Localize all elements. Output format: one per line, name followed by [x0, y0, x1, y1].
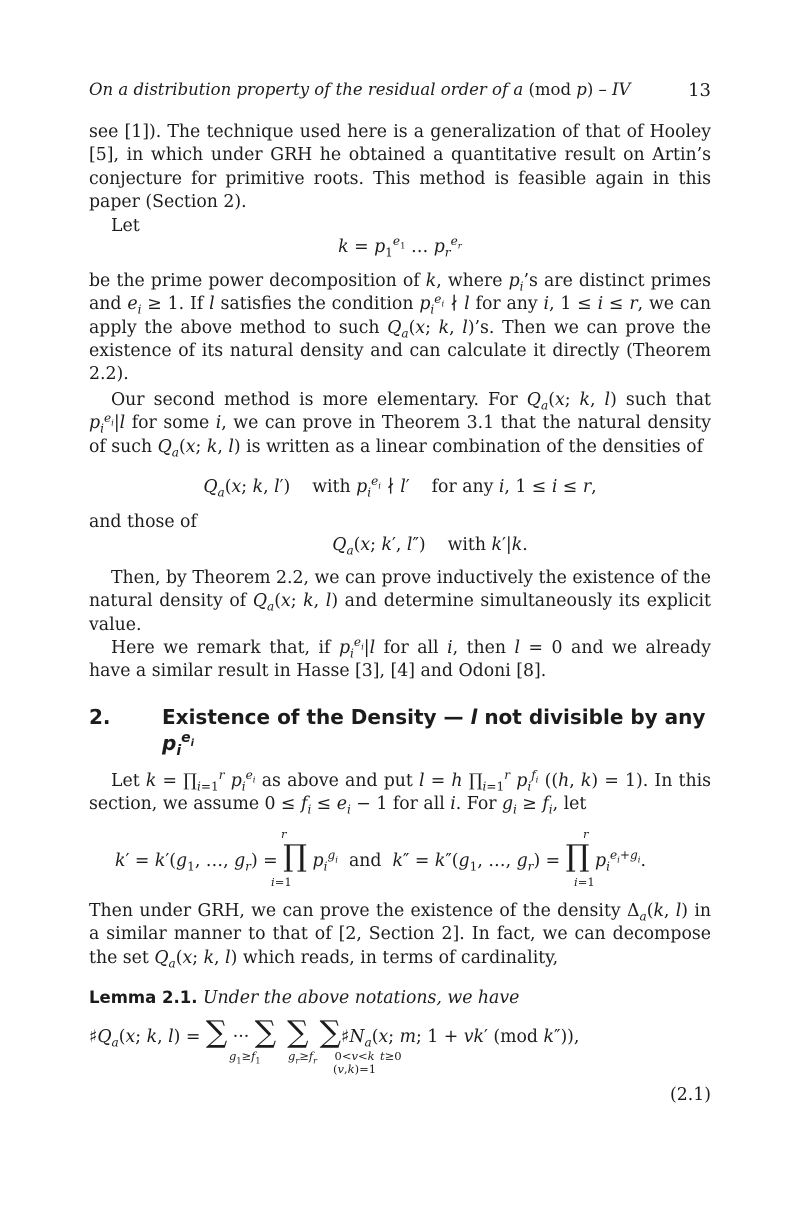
- equation-k-prime-k-double-prime: r r $k' = k'(g_1$, …, $g_r$) = ∏ $p_i^{g_i}$ and $k'' = k''(g_1$, …, $g_r$) = ∏ $p_i^{e_i+g_i}$. i=1 i=1: [115, 827, 647, 889]
- paragraph-setup: Let $k = \prod_{i=1}^r$ $p_i^{e_i}$ as above and put l = h $\prod_{i=1}^r$ $p_i^{f_i}$ ((h, k) = 1). In this section, we assume $0 \le f_i \le e_i - 1$ for all i. For $g_i \ge f_i$, let: [89, 768, 712, 817]
- paragraph-grh: Then under GRH, we can prove the existence of the density $\Delta_a(k$, l) in a similar manner to that of [2, Section 2]. In fact, we can decompose the set $Q_a(x$; k, l) which reads, in terms of cardinality,: [89, 901, 711, 971]
- section-heading: [89, 704, 711, 758]
- paragraph-inductive: Then, by Theorem 2.2, we can prove inductively the existence of the natural density of $Q_a(x$; k, l) and determine simultaneously its explicit value.: [89, 568, 712, 635]
- page-number: 13: [688, 80, 711, 101]
- equation-q-k-prime: $Q_a(x$; k′, l″) with k′|k.: [332, 535, 528, 558]
- lemma-2-1: [89, 986, 711, 1010]
- section-title: Existence of the Density — l not divisible by any $p_i^{e_i}$: [162, 705, 706, 759]
- lemma-label: Lemma 2.1.: [89, 988, 198, 1007]
- paragraph-intro: see [1]). The technique used here is a generalization of that of Hooley [5], in which under GRH he obtained a quantitative result on Artin’s conjecture for primitive roots. This method is feasible again in this paper (Section 2).: [89, 122, 711, 212]
- section-number: 2.: [89, 705, 111, 729]
- equation-q-l-prime: $Q_a(x$; k, l′) with $p_i^{e_i}$ ∤ l′ for any i, 1 ≤ i ≤ r,: [203, 474, 597, 500]
- paragraph-prime-decomposition: be the prime power decomposition of k, where $p_i’s$ are distinct primes and $e_i \ge 1$. If l satisfies the condition $p_i^{e_i}$ ∤ l for any i, 1 ≤ i ≤ r, we can apply the above method to such $Q_a(x$; k, l)’s. Then we can prove the existence of its natural density and can calculate it directly (Theorem 2.2).: [89, 271, 711, 385]
- running-header: [89, 80, 711, 99]
- running-title: On a distribution property of the residual order of a (mod p) – IV: [89, 80, 631, 99]
- equation-k-decomposition: $k = p_1^{e_1}$ … $p_r^{e_r}$: [338, 234, 462, 260]
- paragraph-second-method: Our second method is more elementary. For $Q_a(x$; k, l) such that $p_i^{e_i}|l$ for some i, we can prove in Theorem 3.1 that the natural density of such $Q_a(x$; k, l) is written as a linear combination of the densities of: [89, 390, 711, 460]
- let-line: Let: [111, 216, 140, 236]
- paragraph-remark: Here we remark that, if $p_i^{e_i}|l$ for all i, then l = 0 and we already have a similar result in Hasse [3], [4] and Odoni [8].: [89, 635, 711, 682]
- lemma-formula: $♯Q_a(x$; k, l) = ∑ ··· ∑ ∑ $\sum♯N_a(x$; m; 1 + vk′ (mod k″)), $g_1\ge f_1$ $g_r\ge f_r$ 0<v<k (v,k)=1 t≥0: [89, 1015, 580, 1076]
- lemma-statement: Under the above notations, we have: [202, 988, 520, 1008]
- and-those-of: and those of: [89, 512, 197, 532]
- equation-number: (2.1): [670, 1085, 711, 1105]
